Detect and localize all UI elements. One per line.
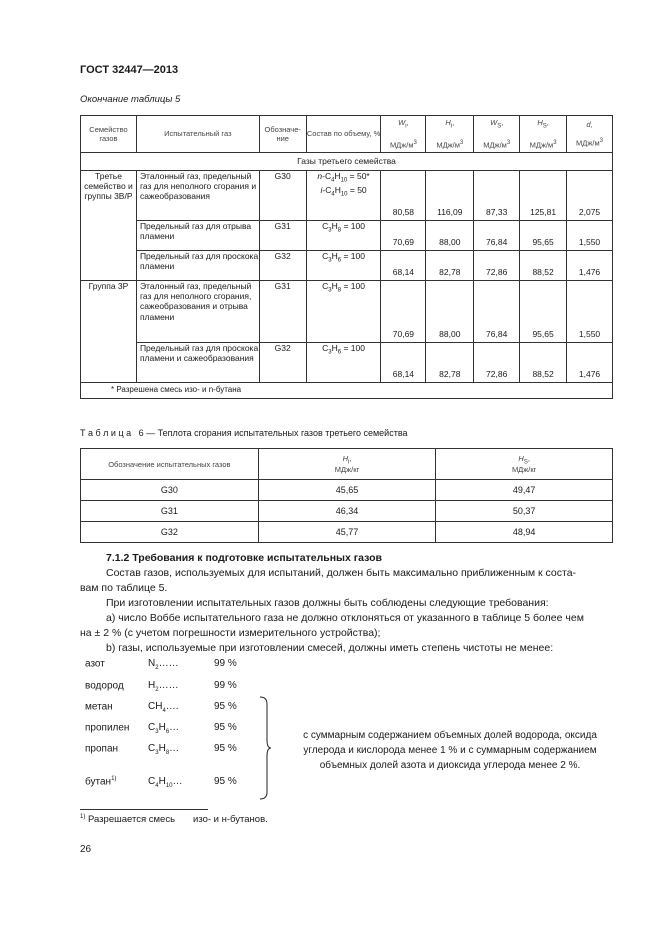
curly-brace-icon xyxy=(258,696,272,800)
ws-value: 76,84 xyxy=(474,281,520,343)
gas-code: G32 xyxy=(259,251,306,281)
gas-composition: $n-C_4H_{10} = 50*$ $i-C_4H_{10} = 50$ xyxy=(306,171,381,221)
gas-code: G31 xyxy=(81,501,259,522)
paragraph-4: b) газы, используемые при изготовлении смесей, должны иметь степень чистоты не менее: xyxy=(106,642,554,654)
d-value: 1,550 xyxy=(567,221,613,251)
hs-value: 95,65 xyxy=(520,281,567,343)
col-designation: Обозначение испытательных газов xyxy=(81,449,259,480)
col-d: d, МДж/$м^3$ xyxy=(567,116,613,153)
gas-composition: $C_3H_6 = 100$ xyxy=(306,343,381,383)
hs-value: 95,65 xyxy=(520,221,567,251)
hi-value: 116,09 xyxy=(426,171,474,221)
table-5 xyxy=(80,115,613,399)
hi-value: 88,00 xyxy=(426,281,474,343)
gas-name: пропилен xyxy=(85,722,130,734)
ws-value: 72,86 xyxy=(474,343,520,383)
gas-code: G31 xyxy=(259,221,306,251)
gas-desc: Предельный газ для проскока пламени xyxy=(136,251,259,281)
table-6 xyxy=(80,448,613,543)
paragraph-3b: на ± 2 % (с учетом погрешности измерительного устройства); xyxy=(80,627,381,639)
ws-value: 72,86 xyxy=(474,251,520,281)
page-footnote: $^{1)}$ Разрешается смесь изо- и н-бутанов. xyxy=(80,814,268,826)
wi-value: 68,14 xyxy=(381,343,426,383)
table-row xyxy=(81,221,613,251)
page-number: 26 xyxy=(80,844,92,855)
gas-formula: $C_3H_6\dots$ xyxy=(148,722,180,735)
hs-value: 125,81 xyxy=(520,171,567,221)
col-gas: Испытательный газ xyxy=(136,116,259,153)
document-header: ГОСТ 32447—2013 xyxy=(80,64,179,76)
paragraph-3a: а) число Воббе испытательного газа не должно отклоняться от указанного в таблице 5 более чем xyxy=(106,612,584,624)
hs-value: 88,52 xyxy=(520,343,567,383)
hs-value: 48,94 xyxy=(436,522,613,543)
table-continuation-label: Окончание таблицы 5 xyxy=(80,94,181,105)
hi-value: 82,78 xyxy=(426,251,474,281)
gas-code: G30 xyxy=(259,171,306,221)
table-footnote: * Разрешена смесь изо- и n-бутана xyxy=(81,383,613,399)
gas-purity-value: 95 % xyxy=(214,701,237,712)
table-row xyxy=(81,501,613,522)
gas-formula: $CH_4\dots$. xyxy=(148,701,179,714)
group-name: Третье семейство и группы 3В/Р xyxy=(81,171,137,281)
gas-desc: Эталонный газ, предельный газ для неполного сгорания и сажеобразования xyxy=(136,171,259,221)
table-row xyxy=(81,251,613,281)
hi-value: 45,77 xyxy=(258,522,436,543)
gas-name: бутан$^{1)}$ xyxy=(85,776,117,788)
gas-formula: $C_3H_8\dots$ xyxy=(148,743,180,756)
gas-purity-value: 99 % xyxy=(214,680,237,691)
gas-name: метан xyxy=(85,701,113,713)
gas-formula: $H_2\dots\dots$ xyxy=(148,680,179,693)
gas-composition: $C_3H_6 = 100$ xyxy=(306,251,381,281)
hi-value: 46,34 xyxy=(258,501,436,522)
col-wi: $W_i$, МДж/$м^3$ xyxy=(381,116,426,153)
section-heading: 7.1.2 Требования к подготовке испытательных газов xyxy=(106,552,382,564)
wi-value: 70,69 xyxy=(381,221,426,251)
wi-value: 70,69 xyxy=(381,281,426,343)
gas-purity-value: 95 % xyxy=(214,722,237,733)
col-code: Обозначе-ние xyxy=(259,116,306,153)
gas-name: водород xyxy=(85,680,124,692)
ws-value: 76,84 xyxy=(474,221,520,251)
gas-formula: $C_4H_{10}\dots$ xyxy=(148,776,183,789)
paragraph-1b: вам по таблице 5. xyxy=(80,582,168,594)
table-6-caption: Т а б л и ц а 6 — Теплота сгорания испытательных газов третьего семейства xyxy=(80,428,408,438)
gas-purity-value: 99 % xyxy=(214,658,237,669)
gas-purity-value: 95 % xyxy=(214,776,237,787)
table-row xyxy=(81,343,613,383)
table-row xyxy=(81,171,613,221)
d-value: 1,476 xyxy=(567,343,613,383)
hi-value: 82,78 xyxy=(426,343,474,383)
gas-composition: $C_3H_8 = 100$ xyxy=(306,281,381,343)
gas-code: G32 xyxy=(259,343,306,383)
gas-name: пропан xyxy=(85,743,119,755)
gas-purity-value: 95 % xyxy=(214,743,237,754)
d-value: 1,550 xyxy=(567,281,613,343)
table-header-row xyxy=(81,116,613,153)
ws-value: 87,33 xyxy=(474,171,520,221)
col-hs: $H_S$, МДж/$м^3$ xyxy=(520,116,567,153)
table-row xyxy=(81,281,613,343)
gas-code: G31 xyxy=(259,281,306,343)
table-row xyxy=(81,480,613,501)
gas-formula: $N_2\dots\dots$ xyxy=(148,658,179,671)
hi-value: 45,65 xyxy=(258,480,436,501)
gas-desc: Эталонный газ, предельный газ для неполного сгорания, сажеобразования и отрыва пламени xyxy=(136,281,259,343)
gas-code: G32 xyxy=(81,522,259,543)
d-value: 2,075 xyxy=(567,171,613,221)
col-composition: Состав по объему, % xyxy=(306,116,381,153)
group-name: Группа 3Р xyxy=(81,281,137,383)
hs-value: 50,37 xyxy=(436,501,613,522)
gas-name: азот xyxy=(85,658,105,670)
col-family: Семейство газов xyxy=(81,116,137,153)
table-row xyxy=(81,522,613,543)
gas-desc: Предельный газ для проскока пламени и сажеобразования xyxy=(136,343,259,383)
hi-value: 88,00 xyxy=(426,221,474,251)
col-hi: $H_i$, МДж/кг xyxy=(258,449,436,480)
paragraph-1a: Состав газов, используемых для испытаний, должен быть максимально приближенным к соста- xyxy=(106,567,577,579)
purity-requirement-text: с суммарным содержанием объемных долей водорода, оксида углерода и кислорода менее 1 % и с суммарным содержанием объемных долей азота и диоксида углерода менее 2 %. xyxy=(303,730,597,771)
col-hs: $H_S$, МДж/кг xyxy=(436,449,613,480)
wi-value: 68,14 xyxy=(381,251,426,281)
paragraph-2: При изготовлении испытательных газов должны быть соблюдены следующие требования: xyxy=(106,597,549,609)
section-row: Газы третьего семейства xyxy=(81,153,613,171)
gas-code: G30 xyxy=(81,480,259,501)
wi-value: 80,58 xyxy=(381,171,426,221)
footnote-separator xyxy=(80,809,208,810)
hs-value: 49,47 xyxy=(436,480,613,501)
gas-desc: Предельный газ для отрыва пламени xyxy=(136,221,259,251)
col-hi: $H_i$, МДж/$м^3$ xyxy=(426,116,474,153)
d-value: 1,476 xyxy=(567,251,613,281)
gas-composition: $C_3H_8 = 100$ xyxy=(306,221,381,251)
hs-value: 88,52 xyxy=(520,251,567,281)
col-ws: $W_S$, МДж/$м^3$ xyxy=(474,116,520,153)
